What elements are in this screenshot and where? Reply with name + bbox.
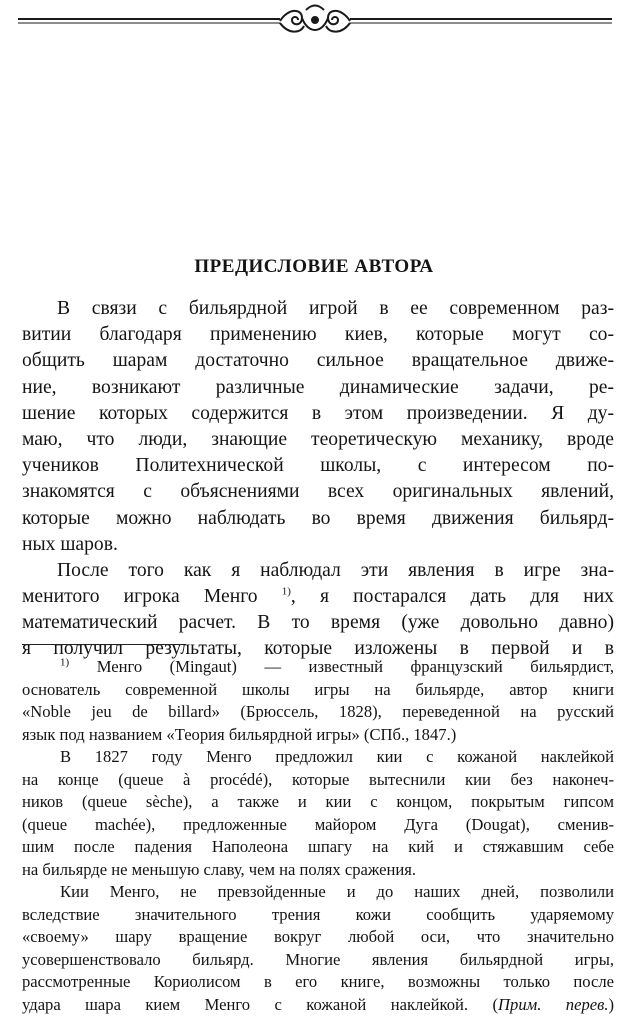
- footnote-marker: 1): [60, 656, 69, 668]
- body-line: общить шарам достаточно сильное вращательное движе-: [22, 348, 614, 374]
- translator-note: Прим. перев.: [498, 995, 608, 1014]
- footnote-line: рассмотренные Кориолисом в его книге, возможны только после: [22, 971, 614, 994]
- body-line: ных шаров.: [22, 532, 614, 558]
- body-line: ние, возникают различные динамические задачи, ре-: [22, 375, 614, 401]
- decorative-header-ornament: [18, 4, 612, 38]
- body-line: шение которых содержится в этом произведении. Я ду-: [22, 401, 614, 427]
- footnote-line: [22, 656, 614, 679]
- body-line-part: менитого игрока Менго: [22, 586, 258, 607]
- body-line: которые можно наблюдать во время движения бильярд-: [22, 506, 614, 532]
- body-line: витии благодаря применению киев, которые могут со-: [22, 322, 614, 348]
- footnote-line: основатель современной школы игры на бильярде, автор книги: [22, 679, 614, 702]
- footnote-line: на бильярде не меньшую славу, чем на полях сражения.: [22, 859, 614, 882]
- footnote-divider: [22, 644, 186, 645]
- body-line: я получил результаты, которые изложены в первой и в: [22, 636, 614, 662]
- body-line: знакомятся с объяснениями всех оригинальных явлений,: [22, 479, 614, 505]
- body-line-part: , я постарался дать для них: [291, 586, 614, 607]
- footnote-line: В 1827 году Менго предложил кии с кожаной наклейкой: [22, 746, 614, 769]
- footnote-line: шим после падения Наполеона шпагу на кий и стяжавшим себе: [22, 836, 614, 859]
- footnote-line: язык под названием «Теория бильярдной игры» (СПб., 1847.): [22, 724, 614, 747]
- footnote-line-text: удара шара кием Менго с кожаной наклейкой.: [22, 995, 468, 1014]
- footnote-line: ников (queue sèche), а также и кии с концом, покрытым гипсом: [22, 791, 614, 814]
- footnote: [22, 656, 614, 1016]
- footnote-line: вследствие значительного трения кожи сообщить ударяемому: [22, 904, 614, 927]
- page-title: ПРЕДИСЛОВИЕ АВТОРА: [0, 256, 628, 278]
- footnote-line: «своему» шару вращение вокруг любой оси, что значительно: [22, 926, 614, 949]
- footnote-line: усовершенствовало бильярд. Многие явления бильярдной игры,: [22, 949, 614, 972]
- body-line: В связи с бильярдной игрой в ее современном раз-: [22, 296, 614, 322]
- preface-body: [22, 296, 614, 663]
- body-line: После того как я наблюдал эти явления в игре зна-: [22, 558, 614, 584]
- footnote-reference: 1): [282, 586, 291, 598]
- body-line: маю, что люди, знающие теоретическую механику, вроде: [22, 427, 614, 453]
- footnote-line: (queue machée), предложенные майором Дуга (Dougat), сменив-: [22, 814, 614, 837]
- footnote-line: удара шара кием Менго с кожаной наклейкой. (Прим. перев.): [22, 994, 614, 1016]
- footnote-line: «Noble jeu de billard» (Брюссель, 1828), переведенной на русский: [22, 701, 614, 724]
- footnote-line: Кии Менго, не превзойденные и до наших дней, позволили: [22, 881, 614, 904]
- body-line: учеников Политехнической школы, с интересом по-: [22, 453, 614, 479]
- footnote-line-text: Менго (Mingaut) — известный французский бильярдист,: [97, 657, 614, 676]
- footnote-line: на конце (queue à procédé), которые вытеснили кии без наконеч-: [22, 769, 614, 792]
- body-line-with-footnote-ref: [22, 584, 614, 610]
- body-line: математический расчет. В то время (уже довольно давно): [22, 610, 614, 636]
